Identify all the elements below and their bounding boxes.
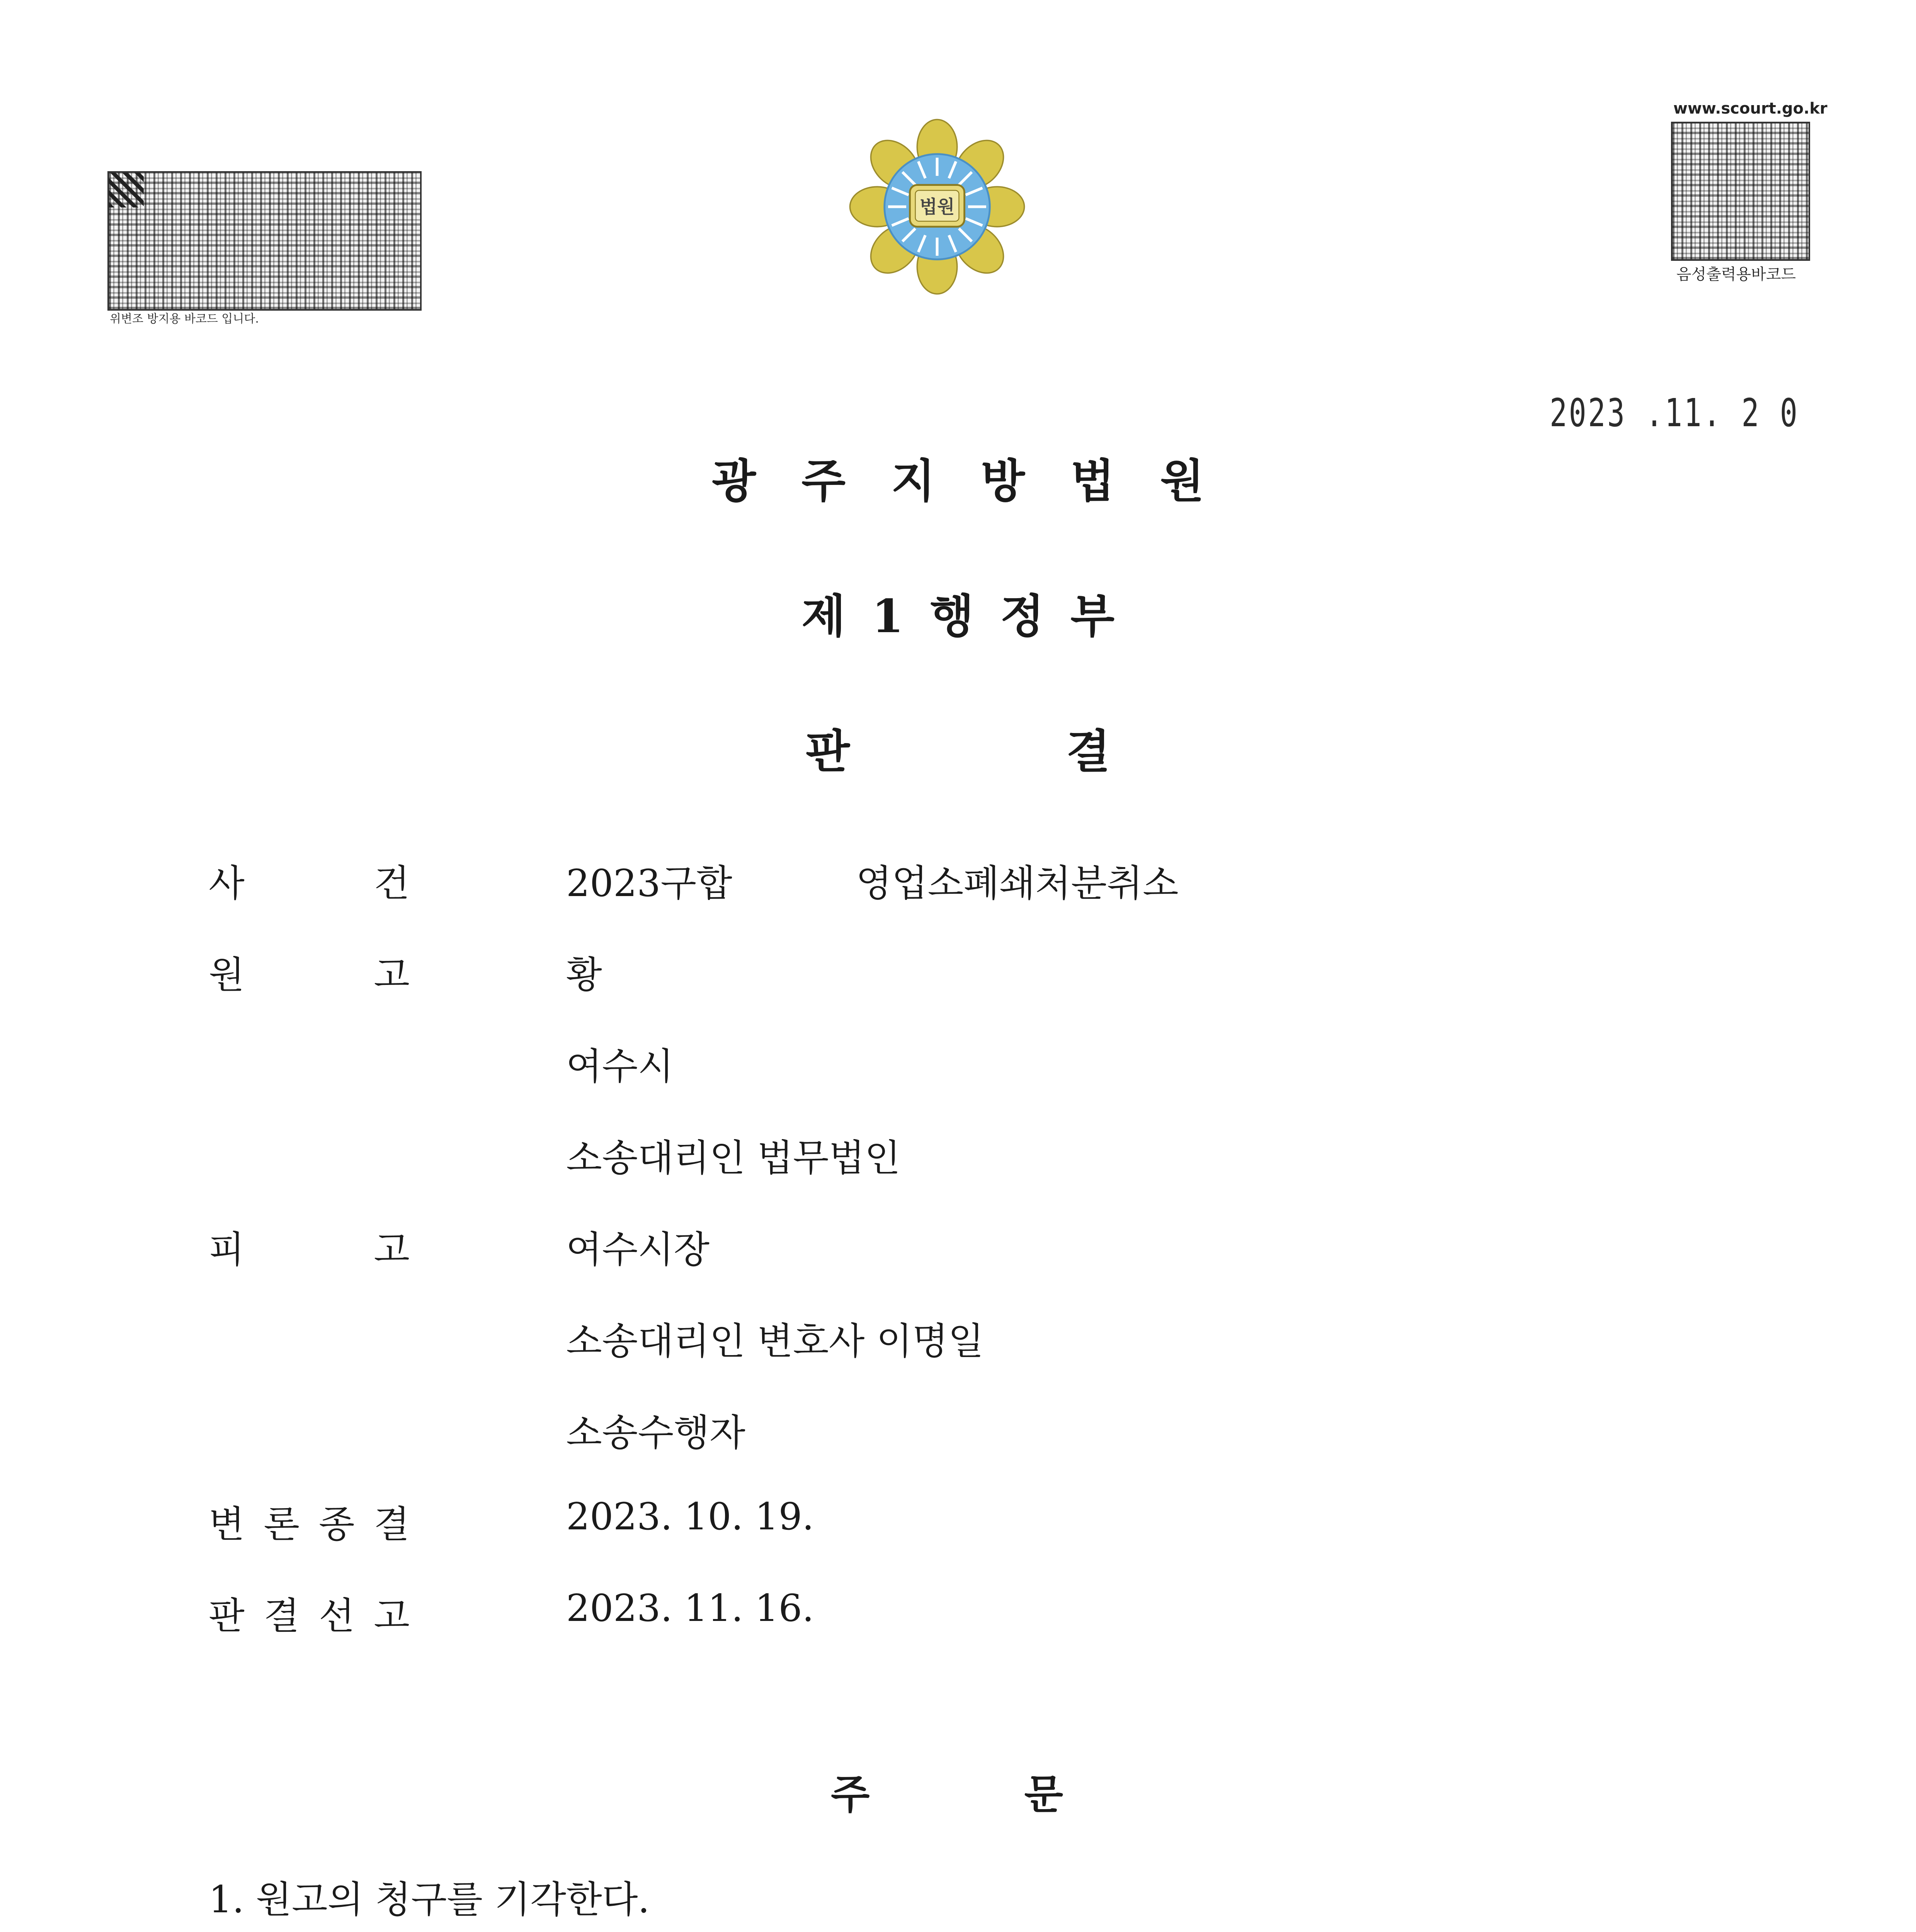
closing-argument-date: 2023. 10. 19.	[566, 1495, 814, 1538]
plaintiff-name: 황	[566, 953, 602, 997]
plaintiff-address: 여수시	[566, 1045, 674, 1088]
label-char: 고	[374, 1594, 410, 1638]
judgment-date: 2023. 11. 16.	[566, 1587, 814, 1630]
label-char: 사	[209, 862, 245, 905]
court-emblem-icon	[846, 116, 1028, 298]
defendant-agent: 소송수행자	[566, 1411, 745, 1454]
voice-output-barcode-caption: 음성출력용바코드	[1676, 265, 1796, 283]
received-date-stamp: 2023 .11. 2 0	[1550, 390, 1799, 435]
voice-output-qr-code	[1671, 122, 1810, 261]
label-char: 론	[264, 1503, 300, 1546]
closing-argument-label	[209, 1495, 410, 1548]
label-char: 변	[209, 1503, 245, 1546]
label-char: 고	[374, 953, 410, 997]
label-char: 결	[374, 1503, 410, 1546]
anti-forgery-barcode-caption: 위변조 방지용 바코드 입니다.	[110, 312, 259, 326]
judgment-date-label	[209, 1587, 410, 1639]
label-char: 결	[264, 1594, 300, 1638]
barcode-corner-mark	[109, 173, 144, 207]
label-char: 고	[374, 1228, 410, 1271]
label-char: 종	[318, 1503, 355, 1546]
emblem-label: 법원	[919, 196, 955, 218]
label-char: 판	[209, 1594, 245, 1638]
court-website-url: www.scourt.go.kr	[1673, 100, 1828, 117]
court-name-title: 광주지방법원	[712, 454, 1250, 508]
plaintiff-label	[209, 946, 410, 998]
label-char: 건	[374, 862, 410, 905]
plaintiff-counsel: 소송대리인 법무법인	[566, 1136, 901, 1180]
order-item: 1. 원고의 청구를 기각한다.	[209, 1878, 650, 1921]
label-char: 원	[209, 953, 245, 997]
defendant-label	[209, 1220, 410, 1273]
defendant-counsel: 소송대리인 변호사 이명일	[566, 1320, 984, 1363]
division-title: 제1행정부	[801, 589, 1141, 643]
case-number: 2023구합	[566, 862, 732, 905]
defendant-name: 여수시장	[566, 1228, 710, 1271]
case-label	[209, 854, 410, 907]
label-char: 선	[318, 1594, 355, 1638]
label-char: 피	[209, 1228, 245, 1271]
document-type-title: 판결	[806, 724, 1327, 778]
case-subject: 영업소폐쇄처분취소	[856, 862, 1179, 905]
anti-forgery-barcode	[107, 171, 422, 311]
order-heading: 주문	[831, 1770, 1218, 1818]
